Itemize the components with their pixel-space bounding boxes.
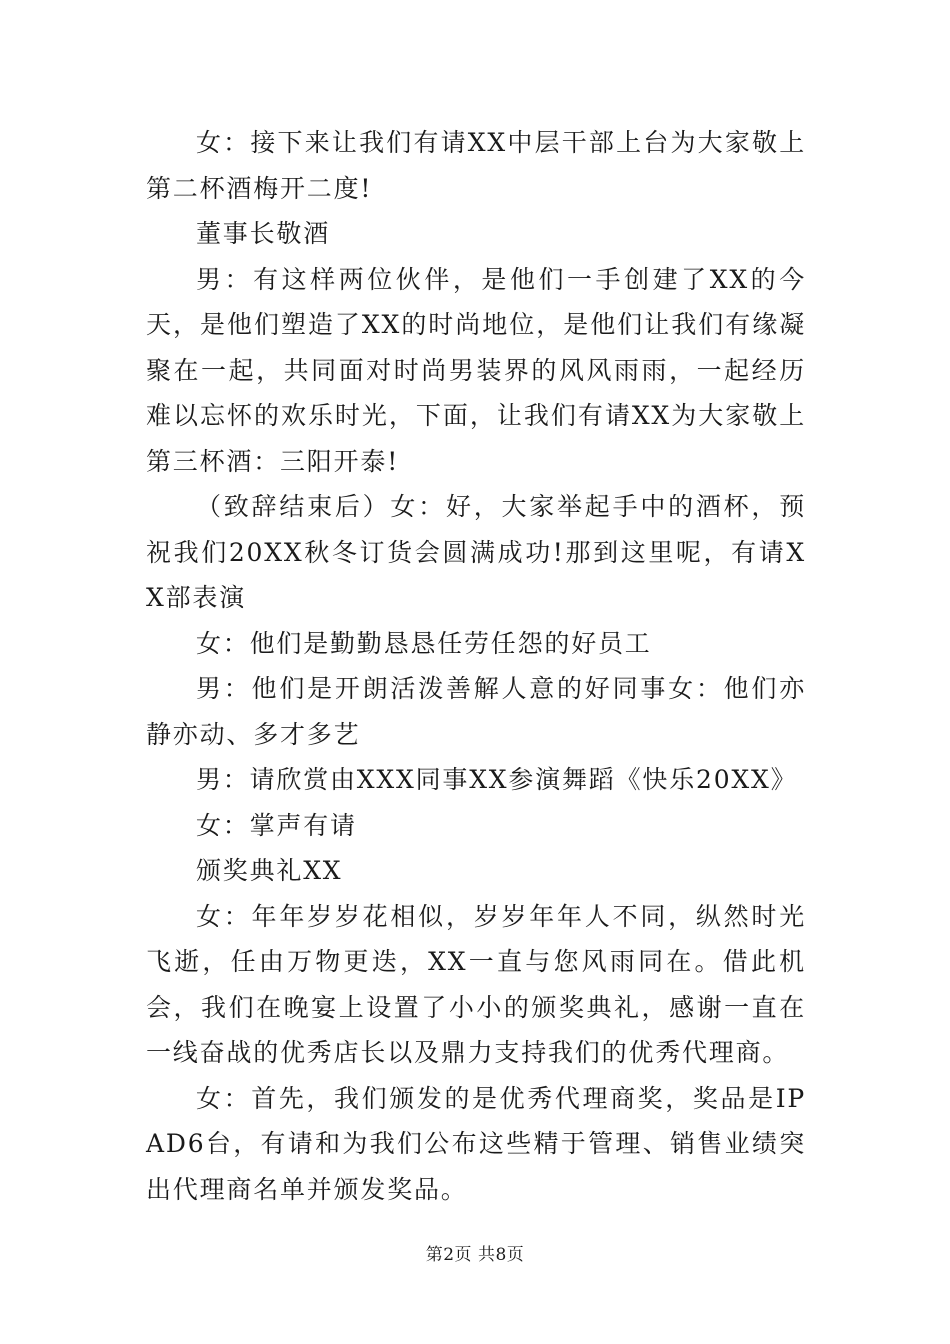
paragraph: 女：接下来让我们有请XX中层干部上台为大家敬上第二杯酒梅开二度! [146,128,806,203]
paragraph: 女：掌声有请 [196,810,357,840]
page-footer: 第2页 共8页 [425,1245,525,1265]
paragraph: （致辞结束后）女：好，大家举起手中的酒杯，预祝我们20XX秋冬订货会圆满成功!那到这里呢，有请XX部表演 [146,492,806,612]
paragraph: 女：年年岁岁花相似，岁岁年年人不同，纵然时光飞逝，任由万物更迭，XX一直与您风雨同在。借此机会，我们在晚宴上设置了小小的颁奖典礼，感谢一直在一线奋战的优秀店长以及鼎力支持我们的优秀代理商。 [146,901,806,1067]
paragraph: 女：他们是勤勤恳恳任劳任怨的好员工 [196,628,652,658]
section-heading: 颁奖典礼XX [196,856,343,885]
document-body [146,120,806,1212]
paragraph: 男：他们是开朗活泼善解人意的好同事女：他们亦静亦动、多才多艺 [146,674,806,749]
section-heading: 董事长敬酒 [196,219,331,248]
paragraph: 男：请欣赏由XXX同事XX参演舞蹈《快乐20XX》 [196,765,798,794]
paragraph: 男：有这样两位伙伴，是他们一手创建了XX的今天，是他们塑造了XX的时尚地位，是他们让我们有缘凝聚在一起，共同面对时尚男装界的风风雨雨，一起经历难以忘怀的欢乐时光，下面，让我们有请XX为大家敬上第三杯酒：三阳开泰! [146,264,806,476]
paragraph: 女：首先，我们颁发的是优秀代理商奖，奖品是IPAD6台，有请和为我们公布这些精于管理、销售业绩突出代理商名单并颁发奖品。 [146,1083,806,1204]
